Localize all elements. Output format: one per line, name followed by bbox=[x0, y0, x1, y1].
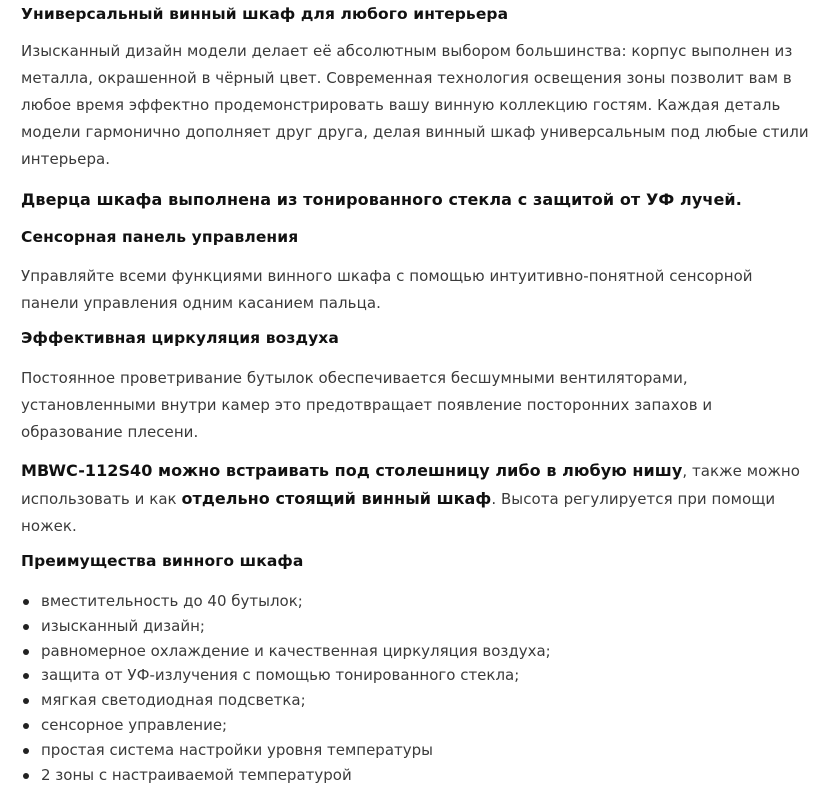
paragraph-installation bbox=[21, 457, 811, 540]
list-item: защита от УФ-излучения с помощью тонированного стекла; bbox=[0, 663, 820, 688]
list-item: вместительность до 40 бутылок; bbox=[0, 589, 820, 614]
list-item: изысканный дизайн; bbox=[0, 614, 820, 639]
list-item: простая система настройки уровня температуры bbox=[0, 738, 820, 763]
list-item: 2 зоны с настраиваемой температурой bbox=[0, 763, 820, 788]
heading-door: Дверца шкафа выполнена из тонированного стекла с защитой от УФ лучей. bbox=[21, 190, 742, 209]
paragraph-universal: Изысканный дизайн модели делает её абсолютным выбором большинства: корпус выполнен из металла, окрашенной в чёрный цвет. Современная технология освещения зоны позволит вам в любое время эффектно продемонстрировать вашу винную коллекцию гостям. Каждая деталь модели гармонично дополняет друг друга, делая винный шкаф универсальным под любые стили интерьера. bbox=[21, 42, 809, 168]
installation-bold-2: отдельно стоящий винный шкаф bbox=[181, 489, 492, 508]
list-item: мягкая светодиодная подсветка; bbox=[0, 688, 820, 713]
heading-touch-panel: Сенсорная панель управления bbox=[21, 228, 299, 246]
advantages-list bbox=[0, 589, 820, 787]
list-item: равномерное охлаждение и качественная циркуляция воздуха; bbox=[0, 639, 820, 664]
installation-text-1: , также можно использовать и как bbox=[21, 462, 800, 508]
paragraph-touch-panel: Управляйте всеми функциями винного шкафа с помощью интуитивно-понятной сенсорной панели управления одним касанием пальца. bbox=[21, 267, 753, 312]
paragraph-air-circulation: Постоянное проветривание бутылок обеспечивается бесшумными вентиляторами, установленными внутри камер это предотвращает появление посторонних запахов и образование плесени. bbox=[21, 369, 713, 441]
installation-text-2: . Высота регулируется при помощи ножек. bbox=[21, 490, 776, 535]
installation-bold-1: MBWC-112S40 можно встраивать под столешницу либо в любую нишу bbox=[21, 461, 683, 480]
heading-air-circulation: Эффективная циркуляция воздуха bbox=[21, 329, 339, 347]
heading-universal: Универсальный винный шкаф для любого интерьера bbox=[21, 5, 509, 23]
heading-advantages: Преимущества винного шкафа bbox=[21, 552, 304, 570]
list-item: сенсорное управление; bbox=[0, 713, 820, 738]
